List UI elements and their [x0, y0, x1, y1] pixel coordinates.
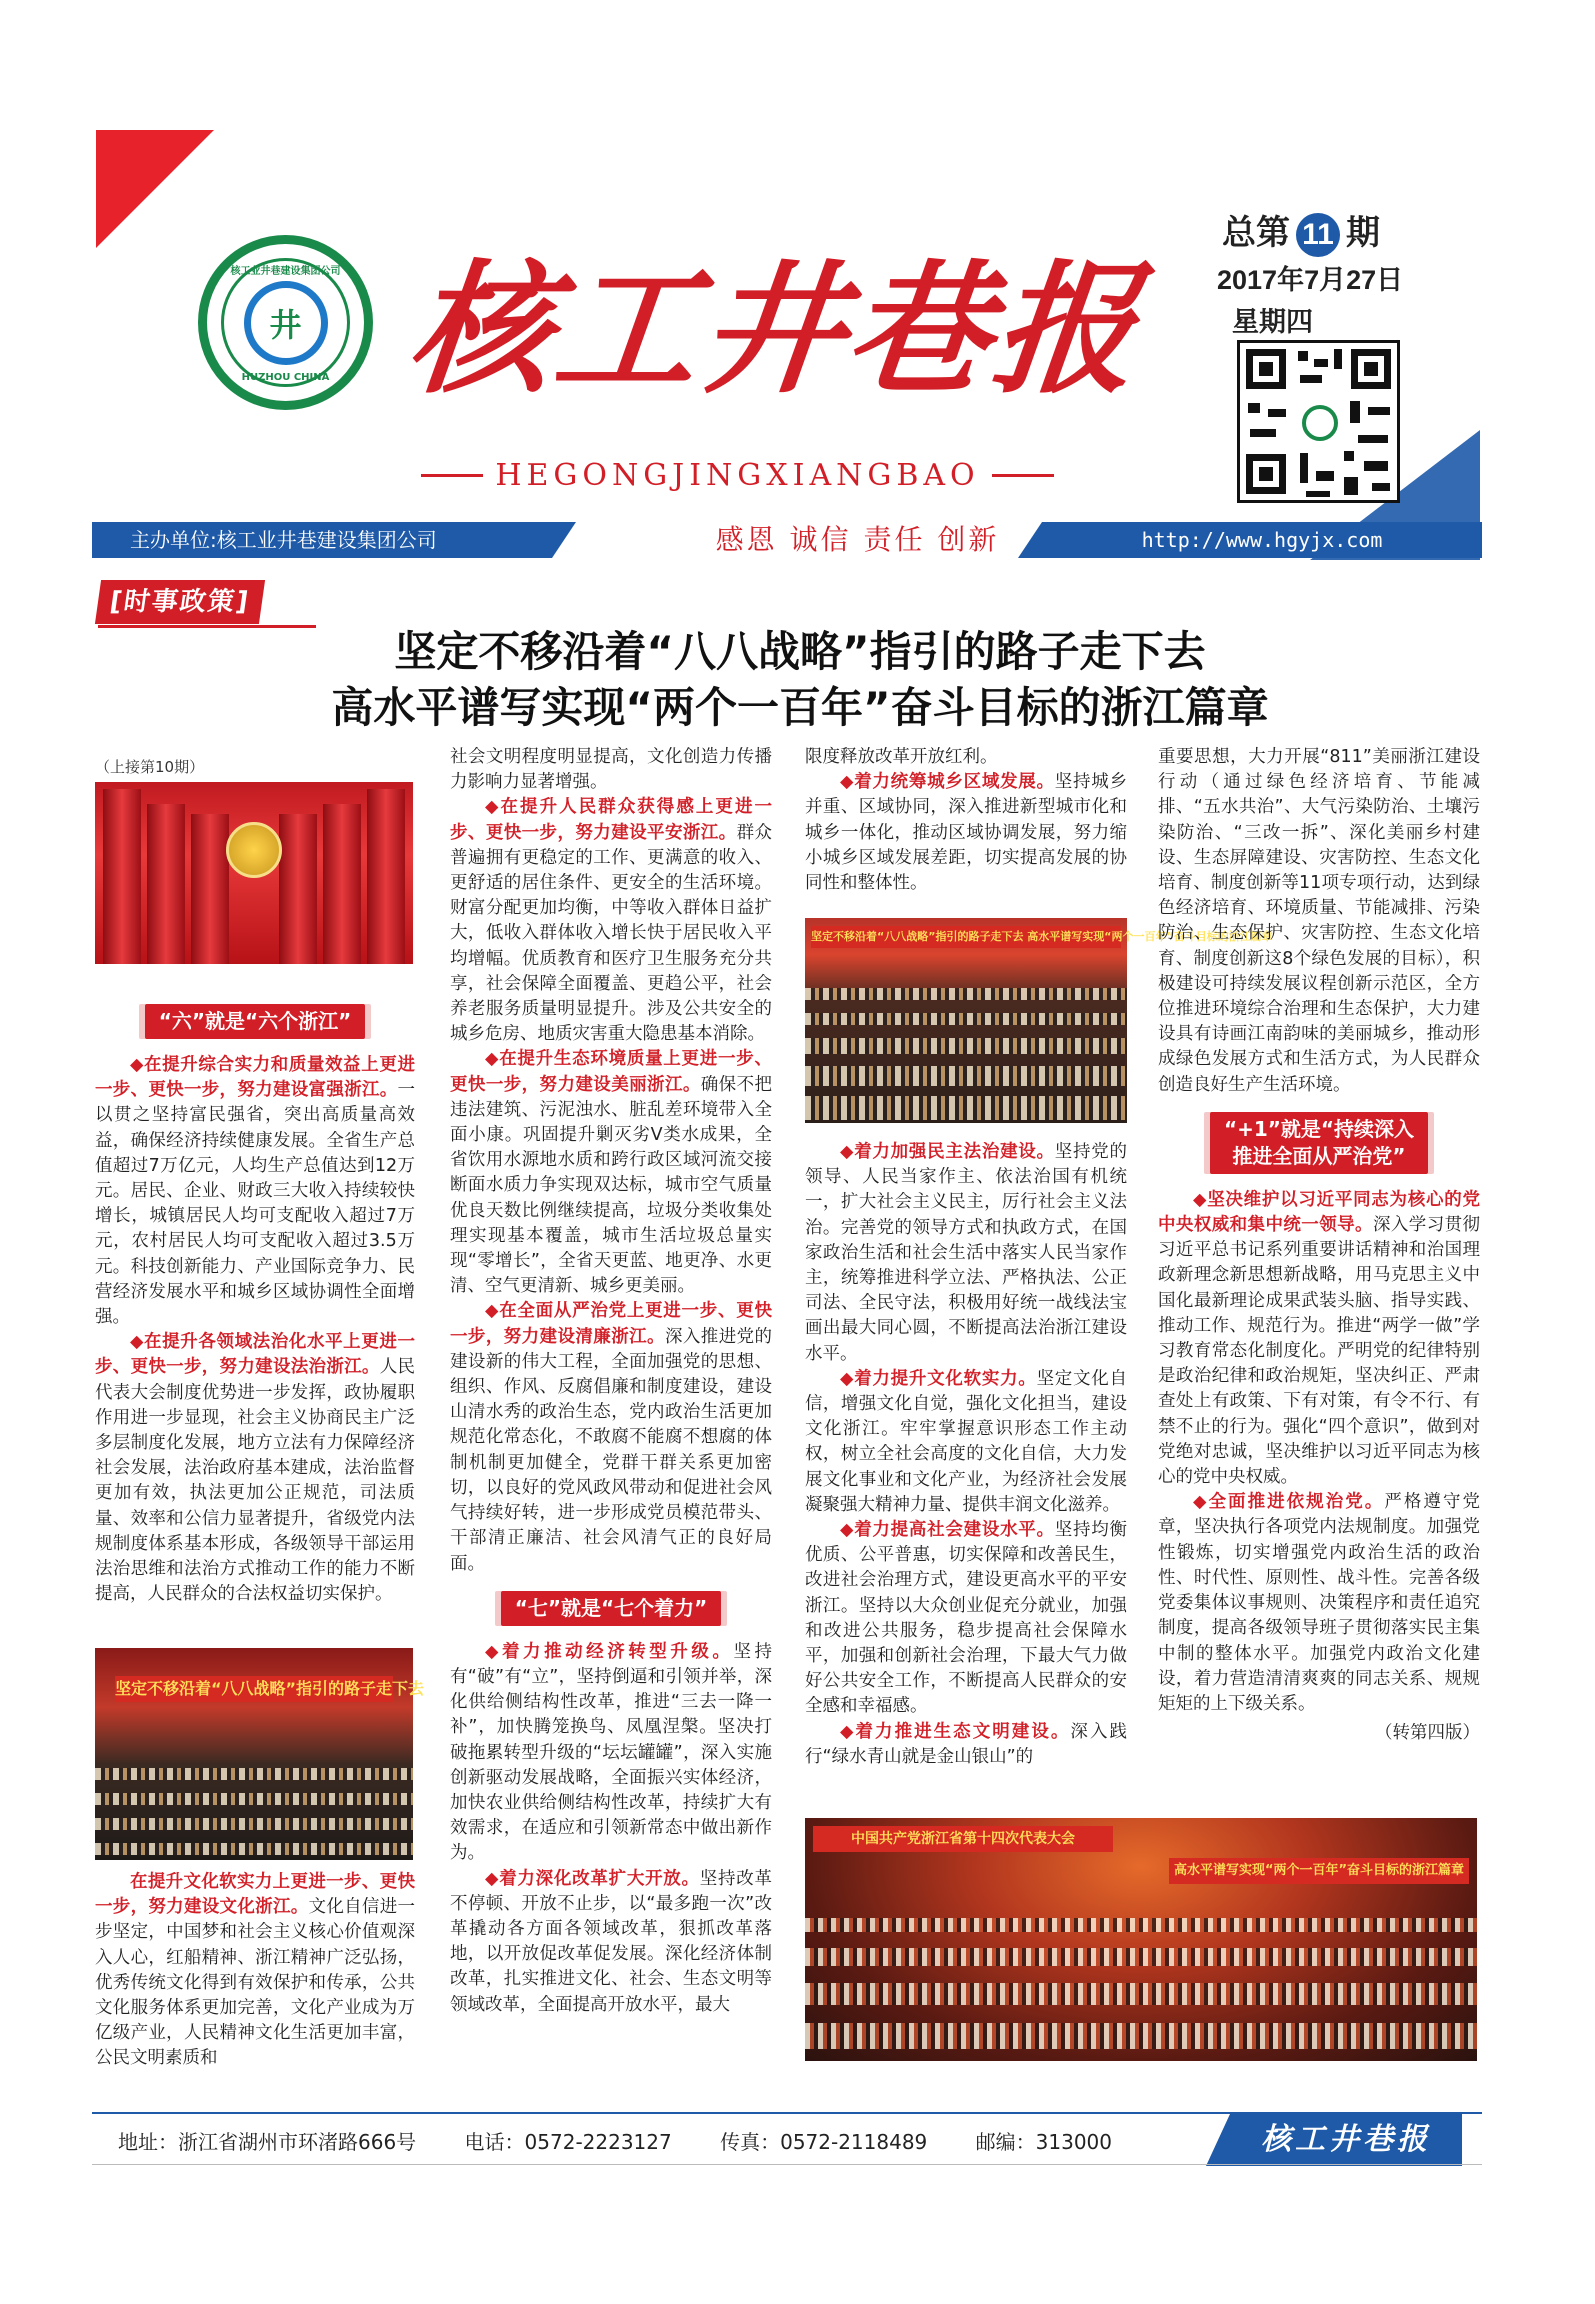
website-url[interactable]: http://www.hgyjx.com — [1141, 528, 1383, 552]
paragraph-text: 坚持城乡并重、区域协同，深入推进新型城市化和城乡一体化，推动区域协调发展，努力缩小城乡区域发展差距，切实提高发展的协同性和整体性。 — [805, 772, 1128, 894]
paragraph — [450, 795, 772, 1047]
corner-decoration-red — [96, 130, 214, 248]
footer — [92, 2112, 1482, 2164]
paragraph — [805, 1720, 1127, 1770]
section-banner — [450, 1591, 772, 1626]
paragraph-lead: ◆着力统筹城乡区域发展。 — [840, 772, 1055, 793]
company-motto: 感恩 诚信 责任 创新 — [715, 523, 1000, 556]
newspaper-pinyin — [375, 455, 1100, 495]
section-banner — [95, 1004, 415, 1039]
company-logo — [198, 235, 373, 410]
continued-note: （转第四版） — [1375, 1723, 1480, 1744]
article-column-1 — [95, 755, 415, 780]
paragraph-text: 深入践行“绿水青山就是金山银山”的 — [805, 1721, 1127, 1767]
paragraph-text: 严格遵守党章，坚决执行各项党内法规制度。加强党性锻炼，切实增强党内政治生活的政治性、时代性、原则性、战斗性。完善各级党委集体议事规则、决策程序和责任追究制度，提高各级领导班子贯彻落实民主集中制的整体水平。加强党内政治文化建设，着力营造清清爽爽的同志关系、规规矩矩的上下级关系。 — [1158, 1492, 1480, 1714]
logo-emblem-icon: 井 — [244, 281, 328, 365]
info-bar — [92, 522, 1482, 558]
paragraph — [450, 1047, 772, 1299]
issue-date: 2017年7月27日 — [1217, 265, 1404, 295]
qr-center-logo-icon — [1302, 405, 1338, 441]
article-column-3-body — [805, 1140, 1127, 1770]
paragraph-text: 一以贯之坚持富民强省，突出高质量高效益，确保经济持续健康发展。全省生产总值超过7万亿元，人均生产总值达到12万元。居民、企业、财政三大收入持续较快增长，城镇居民人均可支配收入超过7万元，农村居民人均可支配收入超过3.5万元。科技创新能力、产业国际竞争力、民营经济发展水平和城乡区域协调性全面增强。 — [95, 1080, 415, 1328]
section-tag-label: [时事政策] — [95, 580, 265, 624]
logo-text-en: HUZHOU CHINA — [241, 372, 330, 383]
issue-number — [1222, 205, 1482, 257]
paragraph — [805, 1518, 1127, 1720]
paragraph-lead: ◆坚决维护以习近平同志为核心的党中央权威和集中统一领导。 — [1158, 1189, 1480, 1236]
paragraph-lead: ◆着力推动经济转型升级。 — [485, 1641, 734, 1662]
website-link[interactable] — [1042, 522, 1482, 558]
sponsor-label: 主办单位:核工业井巷建设集团公司 — [92, 522, 552, 558]
issue-suffix: 期 — [1346, 214, 1380, 252]
paragraph-lead: ◆在提升综合实力和质量效益上更进一步、更快一步，努力建设富强浙江。 — [95, 1055, 415, 1101]
banner-line: “+1”就是“持续深入 — [1223, 1116, 1415, 1141]
article-column-1-body — [95, 990, 415, 1607]
paragraph-lead: ◆在提升生态环境质量上更进一步、更快一步，努力建设美丽浙江。 — [450, 1049, 772, 1095]
photo-banner-text: 坚定不移沿着“八八战略”指引的路子走下去 — [115, 1676, 393, 1702]
article-column-4 — [1158, 745, 1480, 1746]
photo-congress-hall — [805, 1818, 1477, 2061]
paragraph-text: 坚定文化自信，增强文化自觉，强化文化担当，建设文化浙江。牢牢掌握意识形态工作主动权，树立全社会高度的文化自信，大力发展文化事业和文化产业，为经济社会发展凝聚强大精神力量、提供丰润文化滋养。 — [805, 1368, 1128, 1515]
photo-conference-stage — [95, 782, 413, 964]
divider — [421, 474, 483, 477]
paragraph-lead: ◆着力提升文化软实力。 — [840, 1368, 1037, 1389]
paragraph-text: 坚持党的领导、人民当家作主、依法治国有机统一，扩大社会主义民主，厉行社会主义法治。完善党的领导方式和执政方式，在国家政治生活和社会生活中落实人民当家作主，统筹推进科学立法、严格执法、公正司法、全民守法，积极用好统一战线法宝画出最大同心圆，不断提高法治浙江建设水平。 — [805, 1142, 1128, 1364]
paragraph-text: 限度释放改革开放红利。 — [805, 747, 998, 767]
paragraph-lead: ◆着力推进生态文明建设。 — [840, 1721, 1071, 1742]
paragraph-text: 深入推进党的建设新的伟大工程，全面加强党的思想、组织、作风、反腐倡廉和制度建设，建设山清水秀的政治生态，党内政治生活更加规范化常态化，不敢腐不能腐不想腐的体制机制更加健全，党群干群关系更加密切，以良好的党风政风带动和促进社会风气持续好转，进一步形成党员模范带头、干部清正廉洁、社会风清气正的良好局面。 — [450, 1326, 773, 1574]
paragraph — [1158, 1490, 1480, 1717]
pinyin-text: HEGONGJINGXIANGBAO — [495, 457, 980, 493]
issue-badge: 11 — [1296, 213, 1340, 257]
emblem-icon — [226, 822, 282, 878]
footer-fax: 传真：0572-2118489 — [720, 2130, 928, 2154]
divider — [92, 2164, 1482, 2165]
footer-phone: 电话：0572-2223127 — [464, 2130, 672, 2154]
paragraph-text: 坚持改革不停顿、开放不止步，以“最多跑一次”改革撬动各方面各领域改革，狠抓改革落地，以开放促改革促发展。深化经济体制改革，扎实推进文化、社会、生态文明等领域改革，全面提高开放水平，最大 — [450, 1868, 773, 2015]
logo-ring — [221, 258, 350, 387]
paragraph-text: 群众普遍拥有更稳定的工作、更满意的收入、更舒适的居住条件、更安全的生活环境。财富分配更加均衡，中等收入群体日益扩大，低收入群体收入增长快于居民收入平均增幅。优质教育和医疗卫生服务充分共享，社会保障全面覆盖、更趋公平，社会养老服务质量明显提升。涉及公共安全的城乡危房、地质灾害重大隐患基本消除。 — [450, 822, 773, 1045]
paragraph-lead: ◆着力提高社会建设水平。 — [840, 1520, 1055, 1541]
footer-address: 地址：浙江省湖州市环渚路666号 — [118, 2130, 417, 2154]
paragraph-text: 坚持有“破”有“立”，坚持倒逼和引领并举，深化供给侧结构性改革，推进“三去一降一补”，加快腾笼换鸟、凤凰涅槃。坚决打破拖累转型升级的“坛坛罐罐”，深入实施创新驱动发展战略，全面振兴实体经济，加快农业供给侧结构性改革，持续扩大有效需求，在适应和引领新常态中做出新作为。 — [450, 1641, 772, 1864]
banner-label — [1210, 1112, 1428, 1174]
section-tag — [98, 580, 316, 628]
paragraph-lead: ◆在提升人民群众获得感上更进一步、更快一步，努力建设平安浙江。 — [450, 797, 772, 843]
paragraph — [95, 1870, 415, 2072]
banner-label: “六”就是“六个浙江” — [145, 1004, 366, 1039]
paragraph — [805, 1367, 1127, 1518]
paragraph — [805, 770, 1127, 896]
paragraph-lead: 在提升文化软实力上更进一步、更快一步，努力建设文化浙江。 — [95, 1872, 415, 1918]
paragraph-lead: ◆在提升各领域法治化水平上更进一步、更快一步，努力建设法治浙江。 — [95, 1332, 415, 1378]
footer-contact — [118, 2126, 1154, 2155]
paragraph-lead: ◆着力加强民主法治建设。 — [840, 1142, 1055, 1162]
photo-banner-text: 坚定不移沿着“八八战略”指引的路子走下去 高水平谱写实现“两个一百年”奋斗目标的浙江篇章 — [811, 926, 1121, 948]
paragraph-text: 文化自信进一步坚定，中国梦和社会主义核心价值观深入人心，红船精神、浙江精神广泛弘扬，优秀传统文化得到有效保护和传承，公共文化服务体系更加完善，文化产业成为万亿级产业，人民精神文化生活更加丰富，公民文明素质和 — [95, 1897, 416, 2069]
headline-line-1: 坚定不移沿着“八八战略”指引的路子走下去 — [394, 627, 1206, 676]
paragraph — [1158, 1188, 1480, 1490]
footer-postcode: 邮编：313000 — [975, 2130, 1112, 2154]
newspaper-title: 核工井巷报 — [401, 247, 1149, 413]
photo-delegates-voting — [805, 918, 1273, 1123]
photo-banner-left: 中国共产党浙江省第十四次代表大会 — [813, 1826, 1113, 1852]
section-banner — [1158, 1112, 1480, 1174]
divider — [992, 474, 1054, 477]
photo-banner-right: 高水平谱写实现“两个一百年”奋斗目标的浙江篇章 — [1169, 1858, 1469, 1884]
paragraph-text: 人民代表大会制度优势进一步发挥，政协履职作用进一步显现，社会主义协商民主广泛多层制度化发展，地方立法有力保障经济社会发展，法治政府基本建成，法治监督更加有效，执法更加公正规范，司法质量、效率和公信力显著提升，省级党内法规制度体系基本形成，各级领导干部运用法治思维和法治方式推动工作的能力不断提高，人民群众的合法权益切实保护。 — [95, 1357, 416, 1605]
article-column-3 — [805, 745, 1127, 896]
headline-line-2: 高水平谱写实现“两个一百年”奋斗目标的浙江篇章 — [331, 683, 1269, 732]
article-column-2 — [450, 745, 772, 2018]
qr-code-icon — [1237, 340, 1400, 503]
banner-label: “七”就是“七个着力” — [501, 1591, 722, 1626]
paragraph — [805, 1140, 1127, 1367]
paragraph-lead: ◆着力深化改革扩大开放。 — [485, 1868, 700, 1889]
paragraph-text: 重要思想，大力开展“811”美丽浙江建设行动（通过绿色经济培育、节能减排、“五水共治”、大气污染防治、土壤污染防治、“三改一拆”、深化美丽乡村建设、生态屏障建设、灾害防控、生态文化培育、制度创新等11项专项行动，达到绿色经济培育、环境质量、节能减排、污染防治、生态保护、灾害防控、生态文化培育、制度创新这8个绿色发展的目标），积极建设可持续发展议程创新示范区，全方位推进环境综合治理和生态保护，大力建设具有诗画江南韵味的美丽城乡，推动形成绿色发展方式和生活方式，为人民群众创造良好生产生活环境。 — [1158, 747, 1480, 1095]
issue-weekday: 星期四 — [1232, 307, 1313, 337]
paragraph-lead: ◆在全面从严治党上更进一步、更快一步，努力建设清廉浙江。 — [450, 1301, 772, 1347]
paragraph — [450, 1640, 772, 1867]
paragraph — [450, 1299, 772, 1576]
issue-prefix: 总第 — [1222, 214, 1290, 252]
paragraph-text: 社会文明程度明显提高，文化创造力传播力影响力显著增强。 — [450, 747, 772, 793]
paragraph — [450, 1867, 772, 2018]
footer-brand: 核工井巷报 — [1230, 2114, 1462, 2166]
photo-meeting-hall — [95, 1648, 425, 1860]
paragraph-lead: ◆全面推进依规治党。 — [1193, 1492, 1385, 1513]
paragraph-text: 深入学习贯彻习近平总书记系列重要讲话精神和治国理政新理念新思想新战略，用马克思主义中国化最新理论成果武装头脑、指导实践、推动工作、规范行为。推进“两学一做”学习教育常态化制度化。严明党的纪律特别是政治纪律和政治规矩，坚决纠正、严肃查处上有政策、下有对策，有令不行、有禁不止的行为。强化“四个意识”，做到对党绝对忠诚，坚决维护以习近平同志为核心的党中央权威。 — [1158, 1215, 1481, 1488]
article-column-1-bottom — [95, 1870, 415, 2072]
paragraph — [95, 1053, 415, 1330]
banner-line: 推进全面从严治党” — [1232, 1143, 1406, 1168]
paragraph-text: 确保不把违法建筑、污泥浊水、脏乱差环境带入全面小康。巩固提升剿灭劣V类水成果，全省饮用水源地水质和跨行政区域河流交接断面水质力争实现双达标，城市空气质量优良天数比例继续提高，垃圾分类收集处理实现基本覆盖，城市生活垃圾总量实现“零增长”，全省天更蓝、地更净、水更清、空气更清新、城乡更美丽。 — [450, 1074, 773, 1297]
logo-text: 核工业井巷建设集团公司 — [230, 266, 341, 277]
paragraph-text: 坚持均衡优质、公平普惠，切实保障和改善民生，改进社会治理方式，建设更高水平的平安浙江。坚持以大众创业促充分就业，加强和改进公共服务，稳步提高社会保障水平，加强和创新社会治理，下最大气力做好公共安全工作，不断提高人民群众的安全感和幸福感。 — [805, 1520, 1128, 1717]
paragraph — [95, 1330, 415, 1607]
continued-note: （上接第10期） — [95, 758, 205, 776]
